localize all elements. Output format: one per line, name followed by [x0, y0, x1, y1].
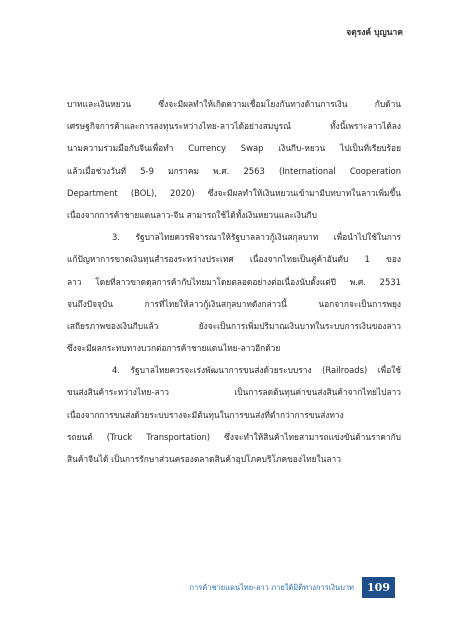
- text-line: แก้ปัญหาการขาดเงินทุนสำรองระหว่างประเทศ เนื่องจากไทยเป็นคู่ค้าอันดับ 1 ของ: [67, 254, 401, 265]
- text-line-paragraph-start: 3. รัฐบาลไทยควรพิจารณาให้รัฐบาลลาวกู้เงินสกุลบาท เพื่อนำไปใช้ในการ: [112, 232, 401, 243]
- text-line: ขนส่งสินค้าระหว่างไทย-ลาว เป็นการลดต้นทุนค่าขนส่งสินค้าจากไทยไปลาว: [67, 387, 401, 398]
- text-line: ลาว โดยที่ลาวขาดดุลการค้ากับไทยมาโดยตลอดอย่างต่อเนื่องนับตั้งแต่ปี พ.ศ. 2531: [67, 276, 401, 287]
- body-text: [67, 93, 401, 470]
- text-line: แล้วเมื่อช่วงวันที่ 5-9 มกราคม พ.ศ. 2563 (International Cooperation: [67, 165, 401, 176]
- text-line-paragraph-start: 4. รัฐบาลไทยควรจะเร่งพัฒนาการขนส่งด้วยระบบราง (Railroads) เพื่อใช้: [112, 365, 401, 376]
- footer-book-title: การค้าชายแดนไทย-ลาว ภายใต้มิติทางการเงินบาท: [189, 582, 354, 592]
- text-line: เสถียรภาพของเงินกีบแล้ว ยังจะเป็นการเพิ่มปริมาณเงินบาทในระบบการเงินของลาว: [67, 320, 401, 331]
- text-line: Department (BOL), 2020) ซึ่งจะมีผลทำให้เงินหยวนเข้ามามีบทบาทในลาวเพิ่มขึ้น: [67, 187, 401, 198]
- text-line: ซึ่งจะมีผลกระทบทางบวกต่อการค้าชายแดนไทย-ลาวอีกด้วย: [67, 343, 281, 354]
- text-line: เนื่องจากการค้าชายแดนลาว-จีน สามารถใช้ได้ทั้งเงินหยวนและเงินกีบ: [67, 209, 317, 220]
- text-line: นามความร่วมมือกับจีนเพื่อทำ Currency Swap เงินกีบ-หยวน ไปเป็นที่เรียบร้อย: [67, 143, 401, 154]
- text-line: รถยนต์ (Truck Transportation) ซึ่งจะทำให้สินค้าไทยสามารถแข่งขันด้านราคากับ: [67, 431, 401, 442]
- page-footer: [189, 577, 395, 598]
- text-line: สินค้าจีนได้ เป็นการรักษาส่วนครองตลาดสินค้าอุปโภคบริโภคของไทยในลาว: [67, 454, 341, 464]
- text-line: จนถึงปัจจุบัน การที่ไทยให้ลาวกู้เงินสกุลบาทดังกล่าวนี้ นอกจากจะเป็นการพยุง: [67, 298, 401, 309]
- running-header-author: จตุรงค์ บุญนาค: [346, 28, 403, 38]
- page-number-badge: 109: [362, 577, 395, 598]
- text-line: เศรษฐกิจการค้าและการลงทุนระหว่างไทย-ลาวได้อย่างสมบูรณ์ ทั้งนี้เพราะลาวได้ลง: [67, 121, 401, 132]
- text-line: บาทและเงินหยวน ซึ่งจะมีผลทำให้เกิดความเชื่อมโยงกันทางด้านการเงิน กับด้าน: [67, 99, 401, 109]
- text-line: เนื่องจากการขนส่งด้วยระบบรางจะมีต้นทุนในการขนส่งที่ต่ำกว่าการขนส่งทาง: [67, 409, 344, 420]
